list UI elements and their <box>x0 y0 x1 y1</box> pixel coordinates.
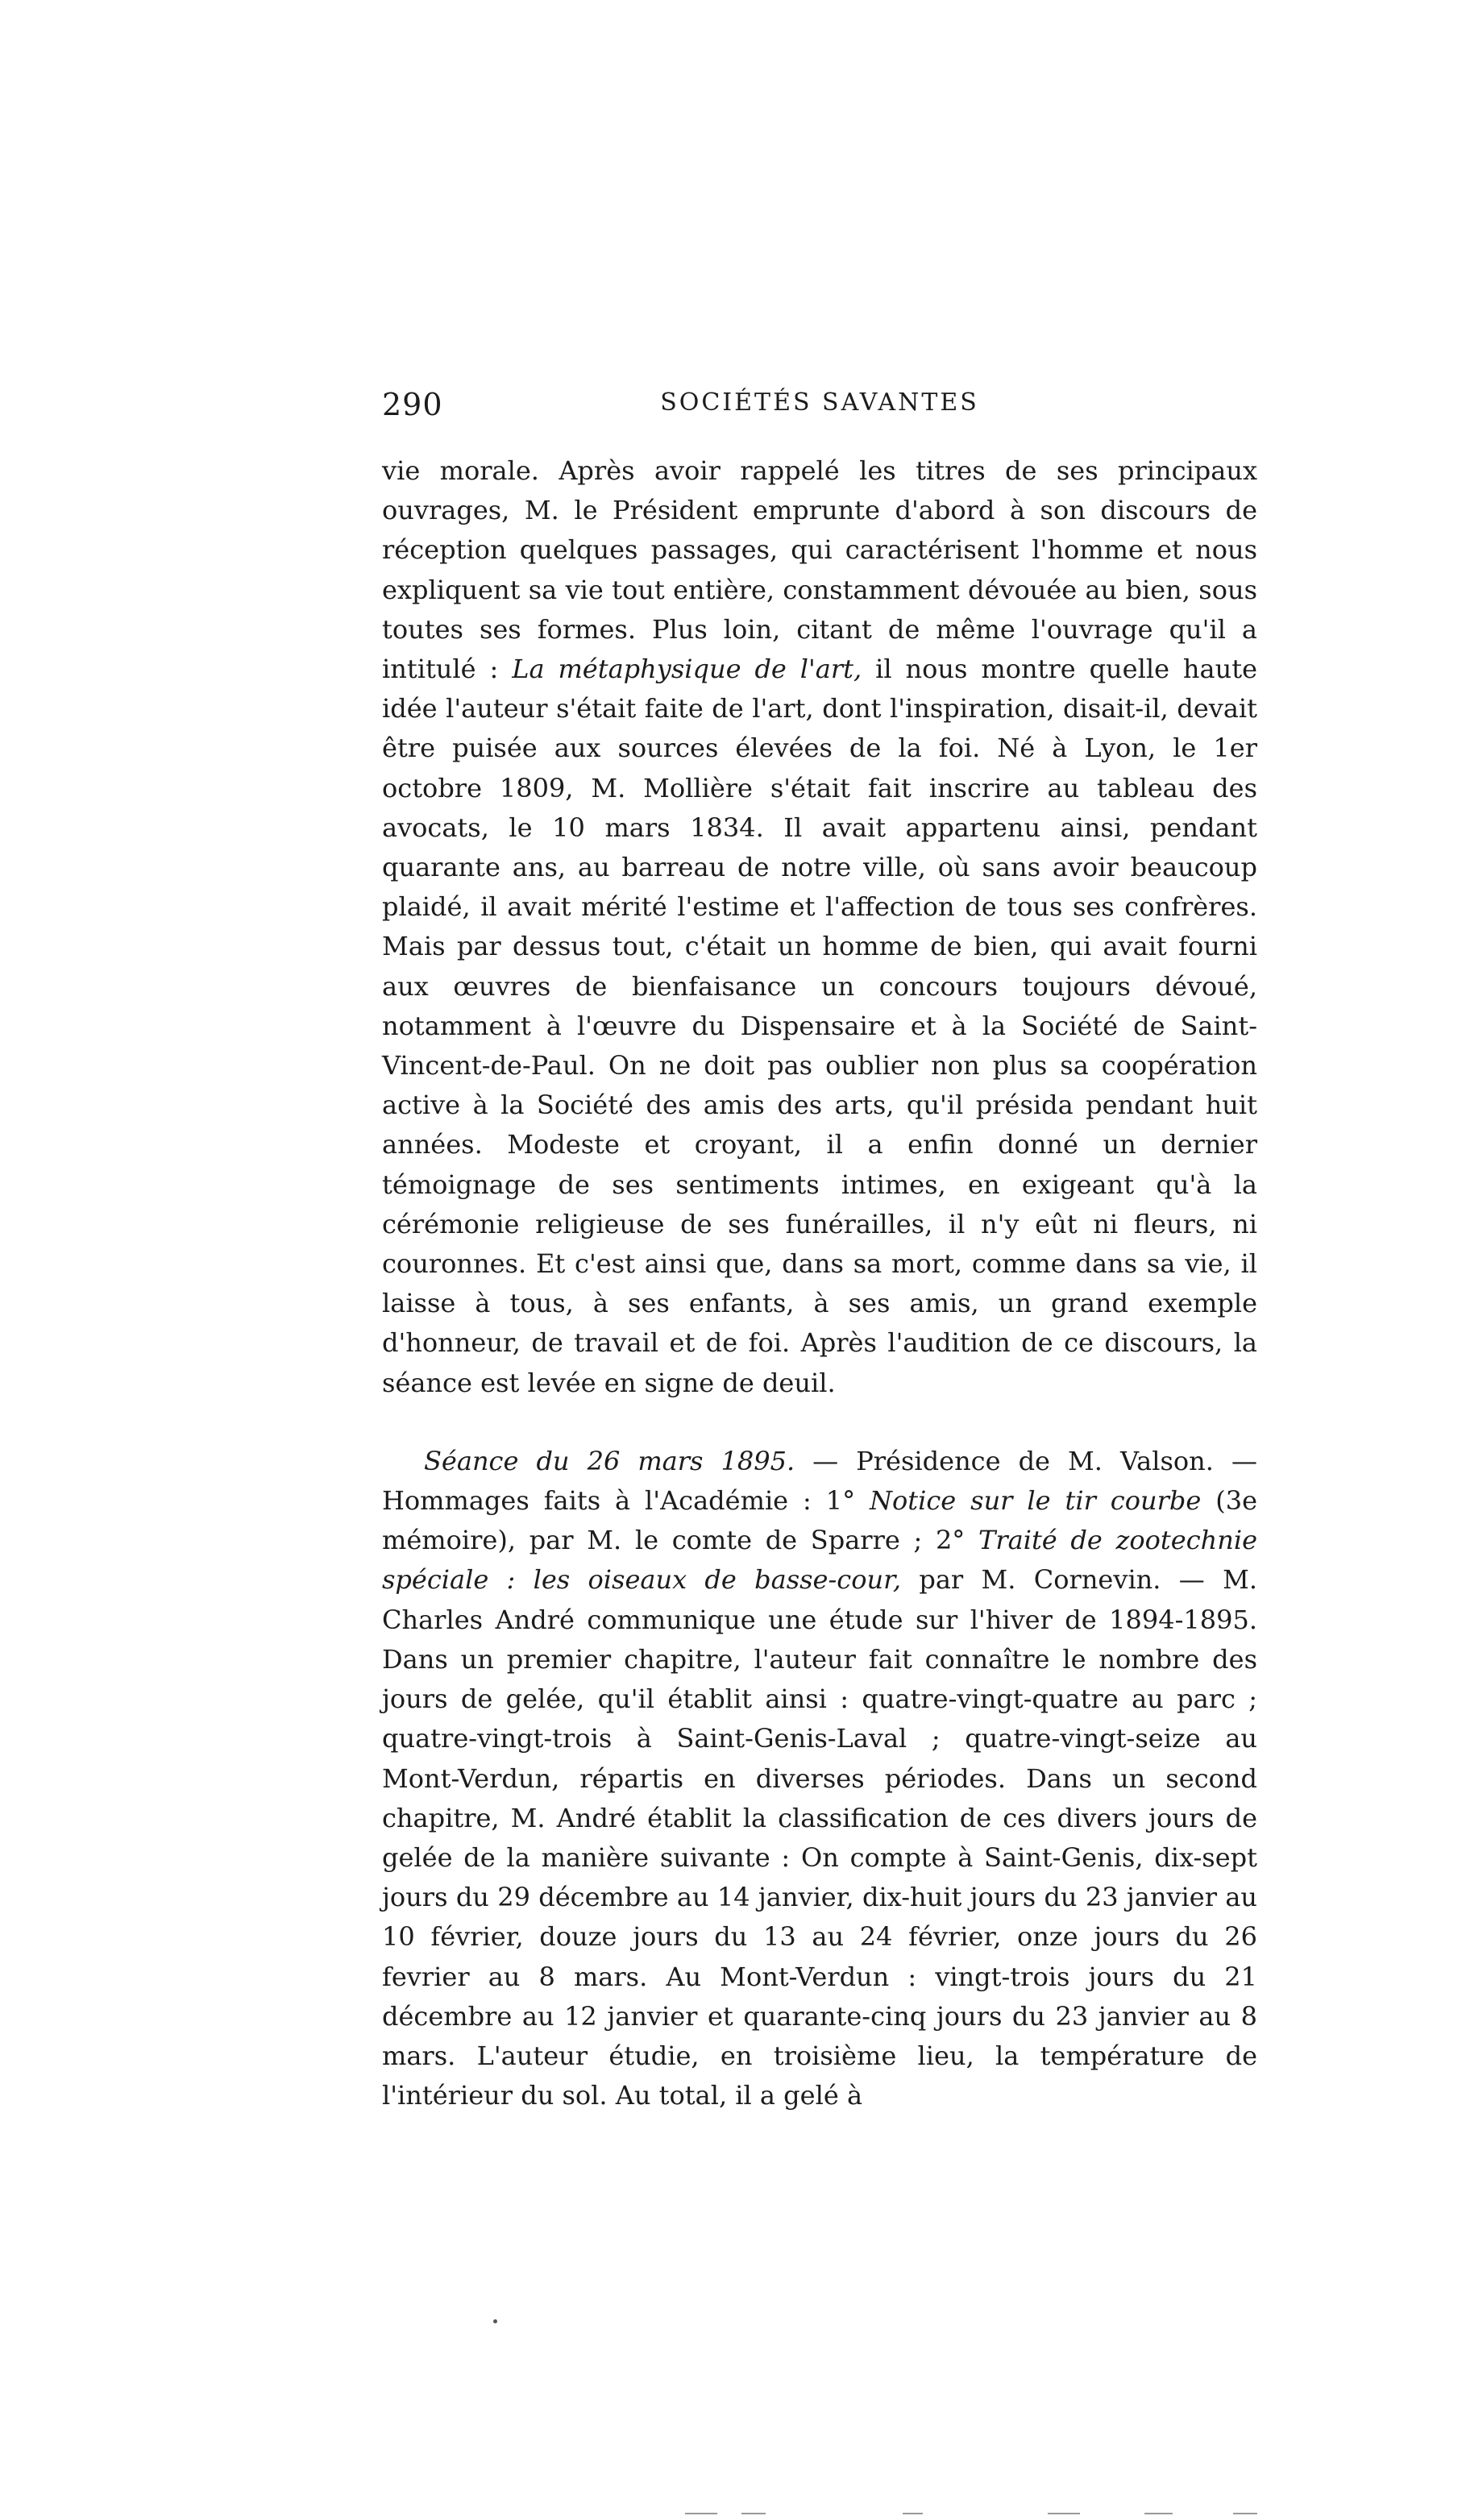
book-title-tir-courbe: Notice sur le tir courbe <box>870 1485 1202 1517</box>
page-header <box>382 379 1257 427</box>
text-segment: il nous montre quelle haute idée l'auteur s'était faite de l'art, dont l'inspiration, disait-il, devait être puisée aux sources élevées de la foi. Né à Lyon, le 1er octobre 1809, M. Mollière s'était fait inscrire au tableau des avocats, le 10 mars 1834. Il avait appartenu ainsi, pendant quarante ans, au barreau de notre ville, où sans avoir beaucoup plaidé, il avait mérité l'estime et l'affection de tous ses confrères. Mais par dessus tout, c'était un homme de bien, qui avait fourni aux œuvres de bienfaisance un concours toujours dévoué, notamment à l'œuvre du Dispensaire et à la Société de Saint-Vincent-de-Paul. On ne doit pas oublier non plus sa coopération active à la Société des amis des arts, qu'il présida pendant huit années. Modeste et croyant, il a enfin donné un dernier témoignage de ses sentiments intimes, en exigeant qu'à la cérémonie religieuse de ses funérailles, il n'y eût ni fleurs, ni couronnes. Et c'est ainsi que, dans sa mort, comme dans sa vie, il laisse à tous, à ses enfants, à ses amis, un grand exemple d'honneur, de travail et de foi. Après l'audition de ce discours, la séance est levée en signe de deuil. <box>382 654 1258 1398</box>
text-segment: (3e mémoire), par M. le comte de Sparre ; 2° <box>382 1485 1258 1556</box>
text-segment: par M. Cornevin. — M. Charles André communique une étude sur l'hiver de 1894-1895. Dans un premier chapitre, l'auteur fait connaître le nombre des jours de gelée, qu'il établit ainsi : quatre-vingt-quatre au parc ; quatre-vingt-trois à Saint-Genis-Laval ; quatre-vingt-seize au Mont-Verdun, répartis en diverses périodes. Dans un second chapitre, M. André établit la classification de ces divers jours de gelée de la manière suivante : On compte à Saint-Genis, dix-sept jours du 29 décembre au 14 janvier, dix-huit jours du 23 janvier au 10 février, douze jours du 13 au 24 février, onze jours du 26 fevrier au 8 mars. Au Mont-Verdun : vingt-trois jours du 21 décembre au 12 janvier et quarante-cinq jours du 23 janvier au 8 mars. L'auteur étudie, en troisième lieu, la température de l'intérieur du sol. Au total, il a gelé à <box>382 1564 1258 2111</box>
scan-dot <box>493 2319 497 2323</box>
scan-mark <box>1048 2513 1080 2514</box>
book-title-zootechnie: Traité de zootechnie spéciale : les oiseaux de basse-cour, <box>382 1525 1258 1596</box>
scan-mark <box>1233 2513 1257 2514</box>
session-heading: Séance du 26 mars 1895. <box>424 1445 795 1476</box>
paragraph-seance-26-mars <box>382 1442 1257 2115</box>
scan-mark <box>741 2513 766 2514</box>
page-number: 290 <box>382 387 443 422</box>
scan-mark <box>903 2513 923 2514</box>
text-body <box>382 451 1257 2115</box>
running-head: SOCIÉTÉS SAVANTES <box>660 388 979 417</box>
text-segment: — Présidence de M. Valson. — Hommages faits à l'Académie : 1° <box>382 1445 1258 1517</box>
scan-mark <box>685 2513 717 2514</box>
text-segment: vie morale. Après avoir rappelé les titres de ses principaux ouvrages, M. le Président emprunte d'abord à son discours de réception quelques passages, qui caractérisent l'homme et nous expliquent sa vie tout entière, constamment dévouée au bien, sous toutes ses formes. Plus loin, citant de même l'ouvrage qu'il a intitulé : <box>382 455 1257 685</box>
scan-mark <box>1144 2513 1173 2514</box>
book-title-metaphysique: La métaphysique de l'art, <box>512 654 862 685</box>
paragraph-mollière-eulogy <box>382 451 1257 1403</box>
